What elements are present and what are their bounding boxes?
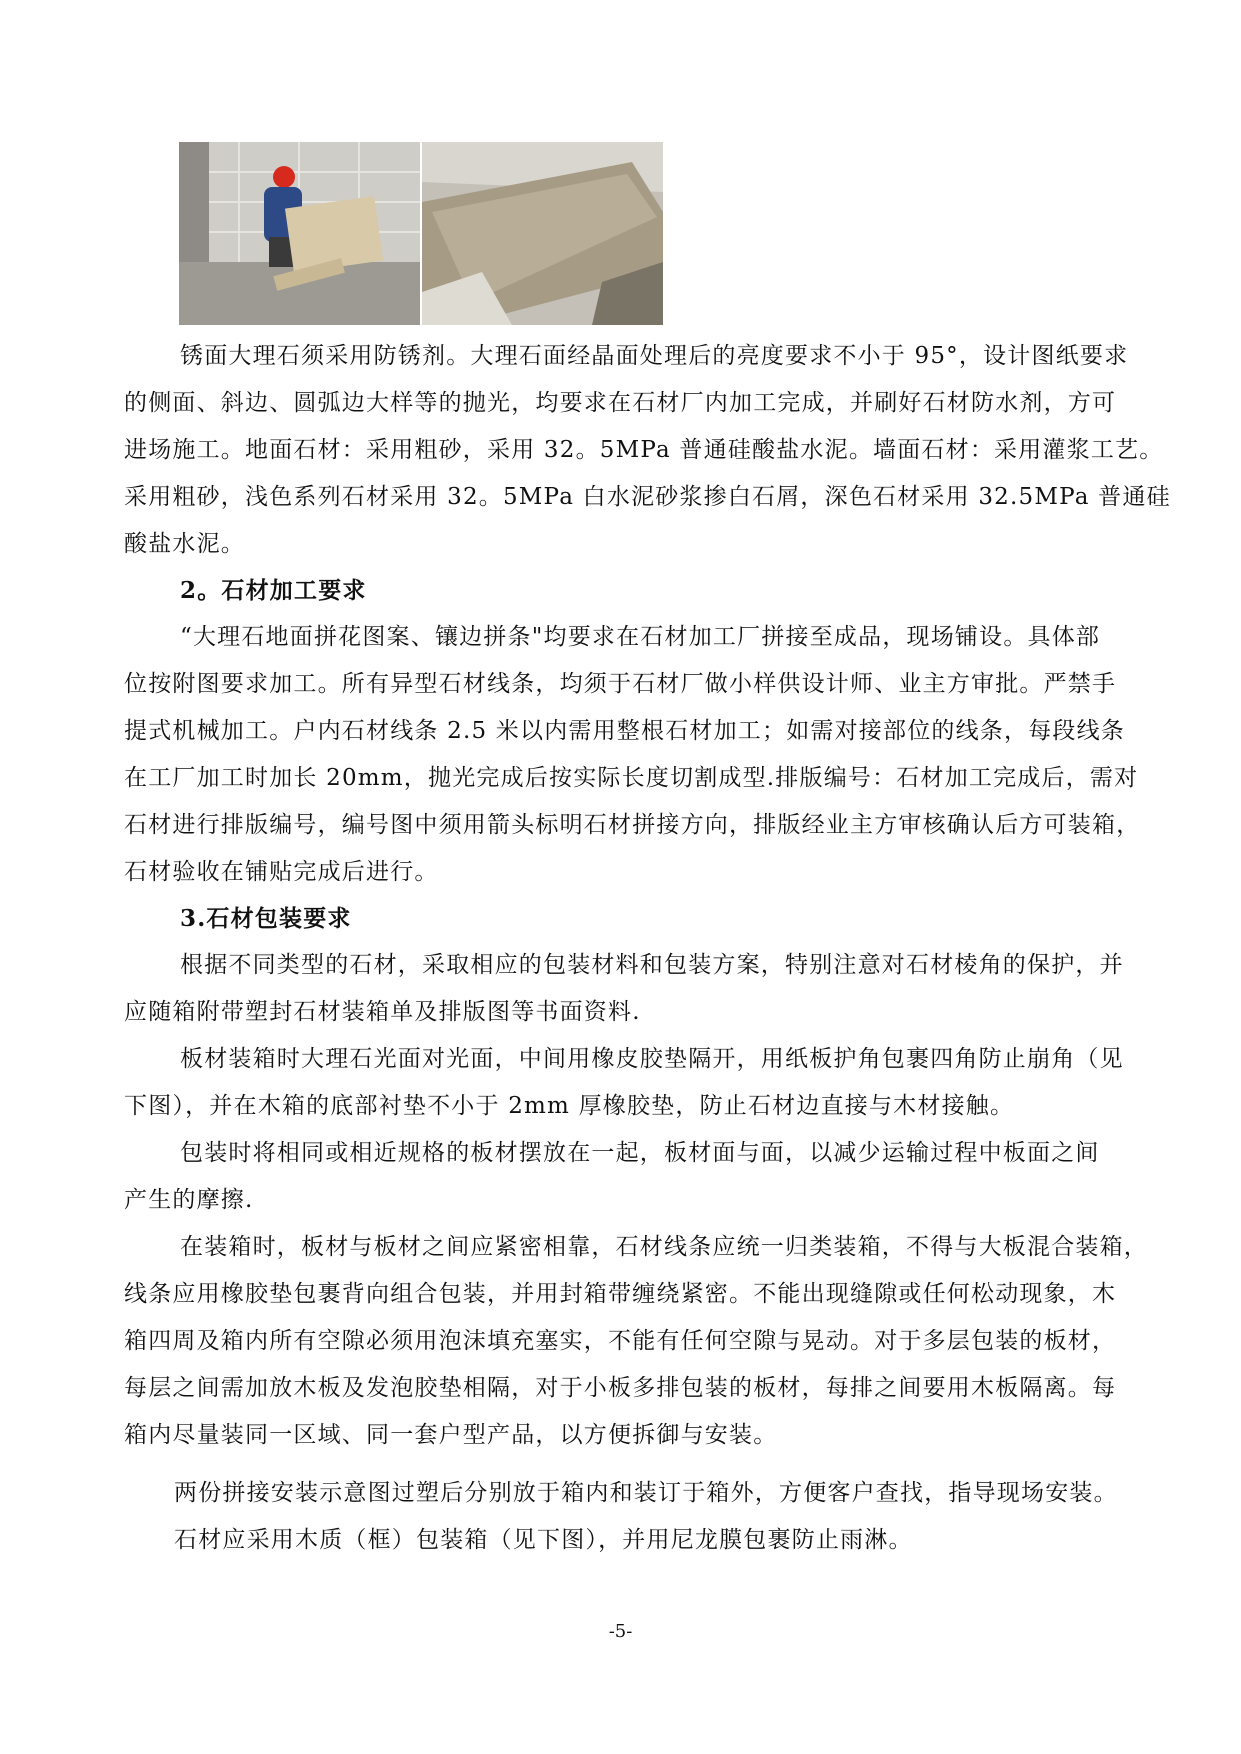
text-line: 箱四周及箱内所有空隙必须用泡沫填充塞实，不能有任何空隙与晃动。对于多层包装的板材，	[124, 1328, 1117, 1354]
photo-row	[179, 142, 663, 325]
text-line: 两份拼接安装示意图过塑后分别放于箱内和装订于箱外，方便客户查找，指导现场安装。	[174, 1480, 1118, 1506]
text-line: 产生的摩擦.	[124, 1187, 254, 1213]
text-line: 提式机械加工。户内石材线条 2.5 米以内需用整根石材加工；如需对接部位的线条，每段线条	[124, 718, 1125, 744]
text-line: 石材应采用木质（框）包装箱（见下图），并用尼龙膜包裹防止雨淋。	[174, 1527, 913, 1553]
text-line: 石材验收在铺贴完成后进行。	[124, 859, 439, 885]
text-line: 板材装箱时大理石光面对光面，中间用橡皮胶垫隔开，用纸板护角包裹四角防止崩角（见	[180, 1046, 1124, 1072]
text-line: 的侧面、斜边、圆弧边大样等的抛光，均要求在石材厂内加工完成，并刷好石材防水剂，方可	[124, 390, 1117, 416]
text-line: 进场施工。地面石材：采用粗砂，采用 32。5MPa 普通硅酸盐水泥。墙面石材：采用灌浆工艺。	[124, 437, 1164, 463]
section-1-text	[124, 333, 1171, 568]
section-2-heading: 2。石材加工要求	[180, 577, 367, 604]
text-line: 线条应用橡胶垫包裹背向组合包装，并用封箱带缠绕紧密。不能出现缝隙或任何松动现象，木	[124, 1281, 1117, 1307]
section-2	[124, 567, 1141, 896]
text-line: 酸盐水泥。	[124, 531, 245, 557]
text-line: 应随箱附带塑封石材装箱单及排版图等书面资料.	[124, 999, 641, 1025]
text-line: 位按附图要求加工。所有异型石材线条，均须于石材厂做小样供设计师、业主方审批。严禁手	[124, 671, 1117, 697]
photo-worker-cutting-stone	[179, 142, 420, 325]
section-3-closing	[124, 1470, 1134, 1564]
text-line: 根据不同类型的石材，采取相应的包装材料和包装方案，特别注意对石材棱角的保护，并	[180, 952, 1124, 978]
text-line: “大理石地面拼花图案、镶边拼条"均要求在石材加工厂拼接至成品，现场铺设。具体部	[180, 624, 1101, 650]
text-line: 每层之间需加放木板及发泡胶垫相隔，对于小板多排包装的板材，每排之间要用木板隔离。每	[124, 1375, 1117, 1401]
text-line: 箱内尽量装同一区域、同一套户型产品，以方便拆御与安装。	[124, 1422, 778, 1448]
page-number: -5-	[608, 1621, 633, 1642]
section-3	[124, 895, 1148, 1459]
text-line: 在装箱时，板材与板材之间应紧密相靠，石材线条应统一归类装箱，不得与大板混合装箱，	[180, 1234, 1148, 1260]
text-line: 锈面大理石须采用防锈剂。大理石面经晶面处理后的亮度要求不小于 95°，设计图纸要求	[180, 343, 1129, 369]
text-line: 采用粗砂，浅色系列石材采用 32。5MPa 白水泥砂浆掺白石屑，深色石材采用 32.5MPa 普通硅	[124, 484, 1171, 510]
text-line: 下图），并在木箱的底部衬垫不小于 2mm 厚橡胶垫，防止石材边直接与木材接触。	[124, 1093, 1015, 1119]
text-line: 包装时将相同或相近规格的板材摆放在一起，板材面与面，以减少运输过程中板面之间	[180, 1140, 1100, 1166]
text-line: 在工厂加工时加长 20mm，抛光完成后按实际长度切割成型.排版编号：石材加工完成后，需对	[124, 765, 1139, 791]
text-line: 石材进行排版编号，编号图中须用箭头标明石材拼接方向，排版经业主方审核确认后方可装箱，	[124, 812, 1141, 838]
photo-stone-slab	[422, 142, 663, 325]
section-3-heading: 3.石材包装要求	[180, 905, 352, 932]
